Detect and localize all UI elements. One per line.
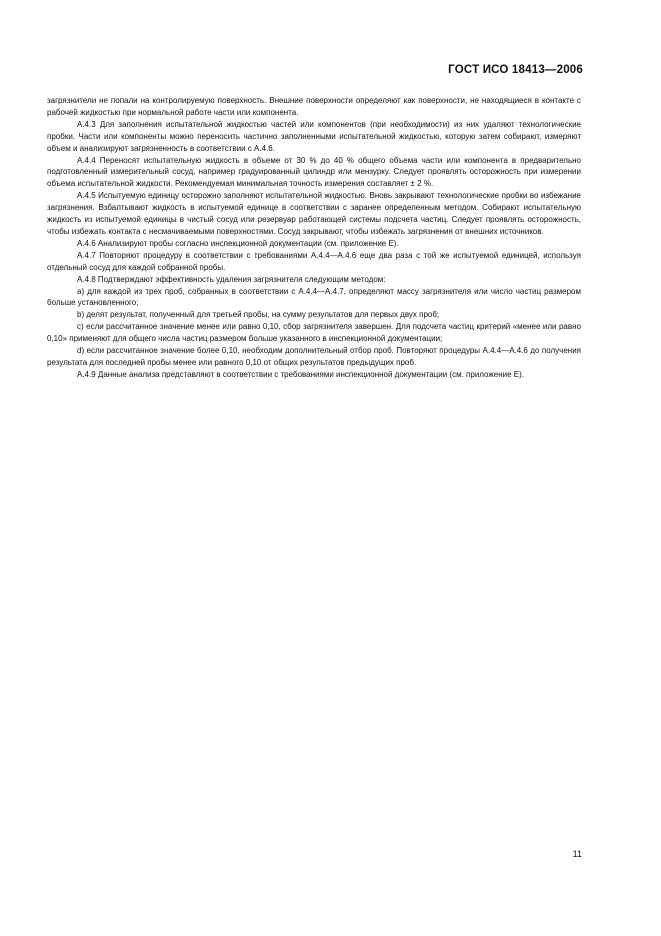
list-item-b: b) делят результат, полученный для третьей пробы, на сумму результатов для первых двух проб; [77,310,440,320]
page-number: 11 [572,849,582,859]
paragraph-a-4-3: А.4.3 Для заполнения испытательной жидкостью частей или компонентов (при необходимости) из них удаляют технологические пробки. Части или компоненты можно переносить частично заполненными испытательной жидкостью, которую затем собирают, измеряют объем и анализируют загрязненность в соответствии с А.4.6. [47,119,581,153]
paragraph-a-4-8: А.4.8 Подтверждают эффективность удаления загрязнителя следующим методом: [77,274,386,284]
list-item-c: c) если рассчитанное значение менее или равно 0,10, сбор загрязнителя завершен. Для подсчета частиц критерий «менее или равно 0,10» применяют для общего числа частиц размером больше указанного в инспекционной документации; [47,322,581,344]
paragraph-continuation: загрязнители не попали на контролируемую поверхность. Внешние поверхности определяют как поверхности, не находящиеся в контакте с рабочей жидкостью при нормальной работе части или компонента. [47,96,581,117]
document-header: ГОСТ ИСО 18413—2006 [448,64,583,76]
body-text [47,95,581,381]
paragraph-a-4-5: А.4.5 Испытуемую единицу осторожно заполняют испытательной жидкостью. Вновь закрывают технологические пробки во избежание загрязнения. Взбалтывают жидкость в испытуемой единице в соответствии с заранее определенным методом. Собирают испытательную жидкость из испытуемой единицы в чистый сосуд или резервуар работающей системы подсчета частиц. Следует проявлять осторожность, чтобы избежать контакта с несмачиваемыми поверхностями. Сосуд закрывают, чтобы избежать загрязнения от внешних источников. [47,191,581,236]
paragraph-a-4-4: А.4.4 Переносят испытательную жидкость в объеме от 30 % до 40 % общего объема части или компонента в предварительно подготовленный измерительный сосуд, например градуированный цилиндр или мензурку. Следует проявлять осторожность при измерении объема испытательной жидкости. Рекомендуемая минимальная точность измерения составляет ± 2 %. [47,155,581,189]
paragraph-a-4-9: А.4.9 Данные анализа представляют в соответствии с требованиями инспекционной документации (см. приложение Е). [77,369,524,379]
paragraph-a-4-6: А.4.6 Анализируют пробы согласно инспекционной документации (см. приложение Е). [77,238,399,248]
paragraph-a-4-7: А.4.7 Повторяют процедуру в соответствии с требованиями А.4.4—А.4.6 еще два раза с той же испытуемой единицей, используя отдельный сосуд для каждой собранной пробы. [47,250,581,272]
list-item-a: a) для каждой из трех проб, собранных в соответствии с А.4.4—А.4.7, определяют массу загрязнителя или число частиц размером больше установленного; [47,286,581,308]
list-item-d: d) если рассчитанное значение более 0,10, необходим дополнительный отбор проб. Повторяют процедуры А.4.4—А.4.6 до получения результата для последней пробы менее или равного 0,10 от общих результатов предыдущих проб. [47,346,581,367]
